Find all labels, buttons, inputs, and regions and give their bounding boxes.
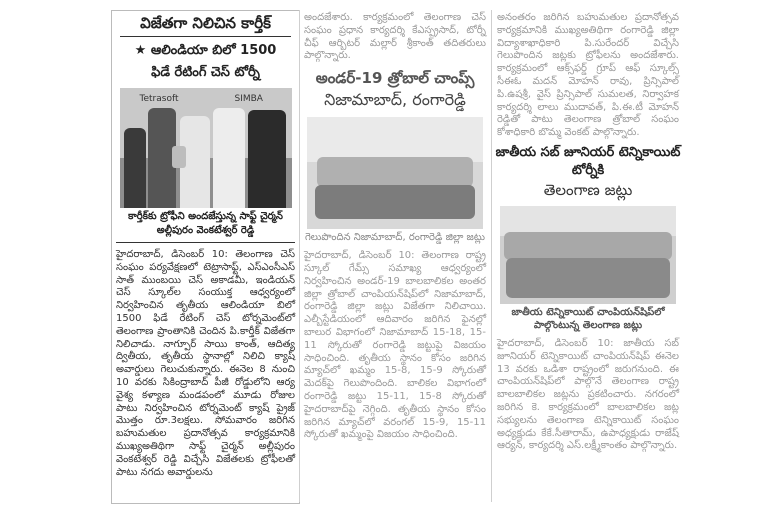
middle-top-text (300, 10, 490, 67)
photo-team-row (506, 258, 670, 298)
left-subhead-2: ఫిడే రేటింగ్ చెస్ టోర్నీ (151, 65, 260, 80)
photo-trophy (172, 146, 186, 168)
left-photo-caption: కార్తీక్‌కు ట్రోఫీని అందజేస్తున్న సాఫ్ట్ చైర్మన్ అల్లీపురం వెంకటేశ్వర్ రెడ్డి (128, 211, 283, 236)
photo-person (248, 110, 286, 208)
right-photo (500, 206, 676, 304)
middle-body-text (300, 246, 490, 446)
photo-person (124, 128, 146, 208)
middle-body-paragraph: హైదరాబాద్, డిసెంబర్ 10: తెలంగాణ రాష్ట్ర స్కూల్ గేమ్స్ సమాఖ్య ఆధ్వర్యంలో నిర్వహించిన అండర్-19 బాలబాలికల అంతర జిల్లా త్రోబాల్ చాంపియన్‌షిప్‌లో నిజామాబాద్, రంగారెడ్డి జిల్లా జట్లు విజేతగా నిలిచాయి. ఎల్బీస్టేడియంలో ఆదివారం జరిగిన ఫైనల్లో బాలుర విభాగంలో నిజామాబాద్ 15-18, 15-11 స్కోరుతో రంగారెడ్డి జట్టుపై విజయం సాధించింది. తృతీయ స్థానం కోసం జరిగిన మ్యాచ్‌లో ఖమ్మం 15-8, 15-9 స్కోరుతో మెదక్‌పై గెలుపొందింది. బాలికల విభాగంలో రంగారెడ్డి జట్టు 15-11, 15-8 స్కోరుతో హైదరాబాద్‌పై నెగ్గింది. తృతీయ స్థానం కోసం జరిగిన మ్యాచ్‌లో వరంగల్ 15-9, 15-11 స్కోరుతో ఖమ్మంపై విజయం సాధించింది. (304, 250, 486, 441)
right-headline-1: జాతీయ సబ్ జూనియర్ టెన్నికాయిట్ టోర్నీకి (495, 144, 681, 178)
middle-photo-caption: గెలుపొందిన నిజామాబాద్, రంగారెడ్డి జిల్లా జట్లు (304, 232, 486, 244)
column-divider (491, 10, 492, 502)
right-top-text (493, 10, 683, 144)
middle-headline-2: నిజామాబాద్, రంగారెడ్డి (324, 90, 466, 110)
left-body-text (112, 245, 299, 483)
right-headline-2: తెలంగాణ జట్లు (543, 180, 633, 199)
right-article (493, 10, 683, 502)
photo-team-row (315, 185, 475, 219)
photo-banner-text-2: SIMBA (234, 94, 263, 104)
photo-team-row (317, 157, 473, 187)
right-body-paragraph: హైదరాబాద్, డిసెంబర్ 10: జాతీయ సబ్ జూనియర్ టెన్నికాయిట్ చాంపియన్‌షిప్ ఈనెల 13 వరకు ఒడిశా రాష్ట్రంలో జరుగనుంది. ఈ చాంపియన్‌షిప్‌లో పాల్గొనే తెలంగాణ రాష్ట్ర బాలబాలికల జట్లను ప్రకటించారు. నగరంలో జరిగిన కె. కార్యక్రమంలో బాలబాలికల జట్ల సభ్యులను తెలంగాణ టెన్నికాయిట్ సంఘం అధ్యక్షుడు కేకే.సీతారామ్, ఉపాధ్యక్షుడు రాజేష్ ఆర్యన్, కార్యదర్శి ఎస్.లక్ష్మీకాంతం పాల్గొన్నారు. (497, 337, 679, 452)
middle-top-paragraph: అందజేశారు. కార్యక్రమంలో తెలంగాణ చెస్ సంఘం ప్రధాన కార్యదర్శి కేఎస్ప్రసాద్, టోర్నీ చీఫ్ ఆర్బిటర్ మల్లార్ శ్రీకాంత్ తదితరులు పాల్గొన్నారు. (304, 12, 486, 62)
photo-team-row (504, 232, 672, 260)
photo-person (213, 108, 245, 208)
photo-banner-text: Tetrasoft (139, 94, 179, 104)
headline-divider (120, 36, 291, 37)
right-body-text (493, 334, 683, 457)
caption-divider (116, 242, 295, 243)
photo-backdrop (307, 117, 483, 162)
right-photo-caption: జాతీయ టెన్నికాయిట్ చాంపియన్‌షిప్‌లో పాల్గొంటున్న తెలంగాణ జట్లు (511, 306, 665, 331)
left-headline: విజేతగా నిలిచిన కార్తీక్‌ (140, 14, 271, 32)
middle-photo (307, 117, 483, 229)
left-subhead-1: ★ ఆలిండియా బిలో 1500 (134, 43, 277, 58)
left-photo (120, 88, 292, 208)
left-body-paragraph: హైదరాబాద్, డిసెంబర్ 10: తెలంగాణ చెస్ సంఘం పర్యవేక్షణలో టెట్రాసాఫ్ట్, ఎస్‌ఎంసీఎస్ సాత్ ముంబయి చెస్ అకాడమీ, ఇండియన్ చెస్ స్కూల్‌ల సంయుక్త ఆధ్వర్యంలో నిర్వహించిన తృతీయ ఆలిండియా బిలో 1500 ఫిడే రేటింగ్ చెస్ టోర్నమెంట్‌లో తెలంగాణ ప్రాంతానికి చెందిన పి.కార్తీక్ విజేతగా నిలిచాడు. నాగ్పూర్ సాయి కాంత్, ఆదిత్య ద్వితీయ, తృతీయ స్థానాల్లో నిలిచి క్యాష్ అవార్డులు గెలుచుకున్నారు. ఈనెల 8 నుంచి 10 వరకు సికింద్రాబాద్ పీజీ రోడ్డులోని ఆర్య వైశ్య కళ్యాణ మండపంలో మూడు రోజుల పాటు నిర్వహించిన టోర్నమెంట్ క్యాష్ ప్రైజ్ మొత్తం రూ.3లక్షలు. సోమవారం జరిగిన బహుమతుల ప్రదానోత్సవ కార్యక్రమానికి ముఖ్యఅతిథిగా సాఫ్ట్ చైర్మన్ అల్లీపురం వెంకటేశ్వర్ రెడ్డి విచ్చేసి విజేతలకు ట్రోఫీలతో పాటు నగదు అవార్డులను (116, 249, 295, 478)
middle-headline-1: అండర్-19 త్రోబాల్ చాంప్స్ (315, 69, 475, 88)
left-article (111, 10, 300, 504)
middle-article (300, 10, 490, 502)
right-top-paragraph: అనంతరం జరిగిన బహుమతుల ప్రదానోత్సవ కార్యక్రమానికి ముఖ్యఅతిథిగా రంగారెడ్డి జిల్లా విద్యాశాఖాధికారి పి.సురేందర్ విచ్చేసి గెలుపొందిన జట్లకు ట్రోఫీలను అందజేశారు. కార్యక్రమంలో ఆక్స్‌ఫర్డ్ గ్రూప్ ఆఫ్ స్కూల్స్ సీఈఓ మదన్ మోహన్ రావు, ప్రిన్సిపాల్ పి.ఉషశ్రీ, వైస్ ప్రిన్సిపాల్ సుమలత, నిర్వాహక కార్యదర్శి లాలు ముదావత్, పి.ఈ.టీ మోహన్ రెడ్డితో పాటు తెలంగాణ త్రోబాల్ సంఘం కోశాధికారి బొమ్మ వెంకట్ పాల్గొన్నారు. (497, 12, 679, 139)
